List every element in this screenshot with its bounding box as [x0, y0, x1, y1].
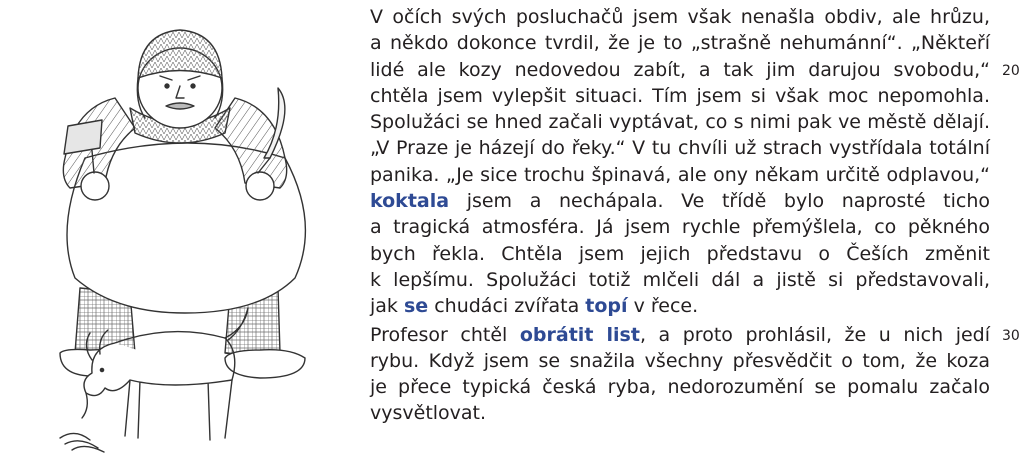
text-segment: je přece typická česká ryba, nedorozumění se pomalu začalo — [370, 376, 990, 399]
keyword-highlight: koktala — [370, 190, 450, 213]
text-line — [370, 322, 1020, 348]
text-segment: a někdo dokonce tvrdil, že je to „strašně nehumánní“. „Někteří — [370, 32, 990, 55]
keyword-highlight: se — [403, 295, 429, 318]
paragraph-2 — [370, 322, 1020, 427]
paragraph-1 — [370, 4, 1020, 320]
keyword-highlight: topí — [585, 295, 628, 318]
text-segment: jsem a nechápala. Ve třídě bylo naprosté ticho — [449, 190, 990, 213]
text-segment: panika. „Je sice trochu špinavá, ale ony někam určitě odplavou,“ — [370, 163, 990, 186]
text-segment: , a proto prohlásil, že u nich jedí — [639, 323, 991, 346]
text-line — [370, 30, 990, 56]
text-segment: „V Praze je házejí do řeky.“ V tu chvíli už strach vystřídala totální — [370, 137, 990, 160]
text-line — [370, 348, 990, 374]
text-segment: rybu. Když jsem se snažila všechny přesvědčit o tom, že koza — [370, 349, 990, 372]
cartoon-man-with-goat-illustration — [20, 8, 350, 458]
text-line — [370, 109, 990, 135]
text-segment: jak — [370, 295, 404, 318]
text-line — [370, 293, 990, 319]
text-segment: lidé ale kozy nedovedou zabít, a tak jim darujou svobodu,“ — [370, 58, 990, 81]
text-line — [370, 374, 990, 400]
text-segment: vysvětlovat. — [370, 402, 487, 425]
text-segment: Profesor chtěl — [370, 323, 520, 346]
article-text — [370, 4, 1020, 427]
text-line — [370, 57, 1020, 83]
line-number: 20 — [1002, 62, 1020, 79]
text-segment: a tragická atmosféra. Já jsem rychle přemýšlela, co pěkného — [370, 216, 990, 239]
text-segment: chtěla jsem vylepšit situaci. Tím jsem si však moc nepomohla. — [370, 84, 990, 107]
text-segment: bych řekla. Chtěla jsem jejich představu o Češích změnit — [370, 242, 990, 265]
text-segment: V očích svých posluchačů jsem však nenašla obdiv, ale hrůzu, — [370, 6, 990, 28]
text-line — [370, 188, 990, 214]
keyword-highlight: obrátit list — [519, 323, 640, 346]
text-line — [370, 241, 990, 267]
text-line — [370, 4, 990, 30]
text-segment: k lepšímu. Spolužáci totiž mlčeli dál a jistě si představovali, — [370, 268, 990, 291]
text-line — [370, 162, 990, 188]
text-segment: Spolužáci se hned začali vyptávat, co s nimi pak ve městě dělají. — [370, 111, 990, 134]
text-line — [370, 214, 990, 240]
text-line — [370, 135, 990, 161]
text-segment: chudáci zvířata — [428, 295, 586, 318]
text-segment: v řece. — [627, 295, 699, 318]
text-line — [370, 267, 990, 293]
line-number: 30 — [1002, 327, 1020, 344]
text-line — [370, 400, 990, 426]
text-line — [370, 83, 990, 109]
